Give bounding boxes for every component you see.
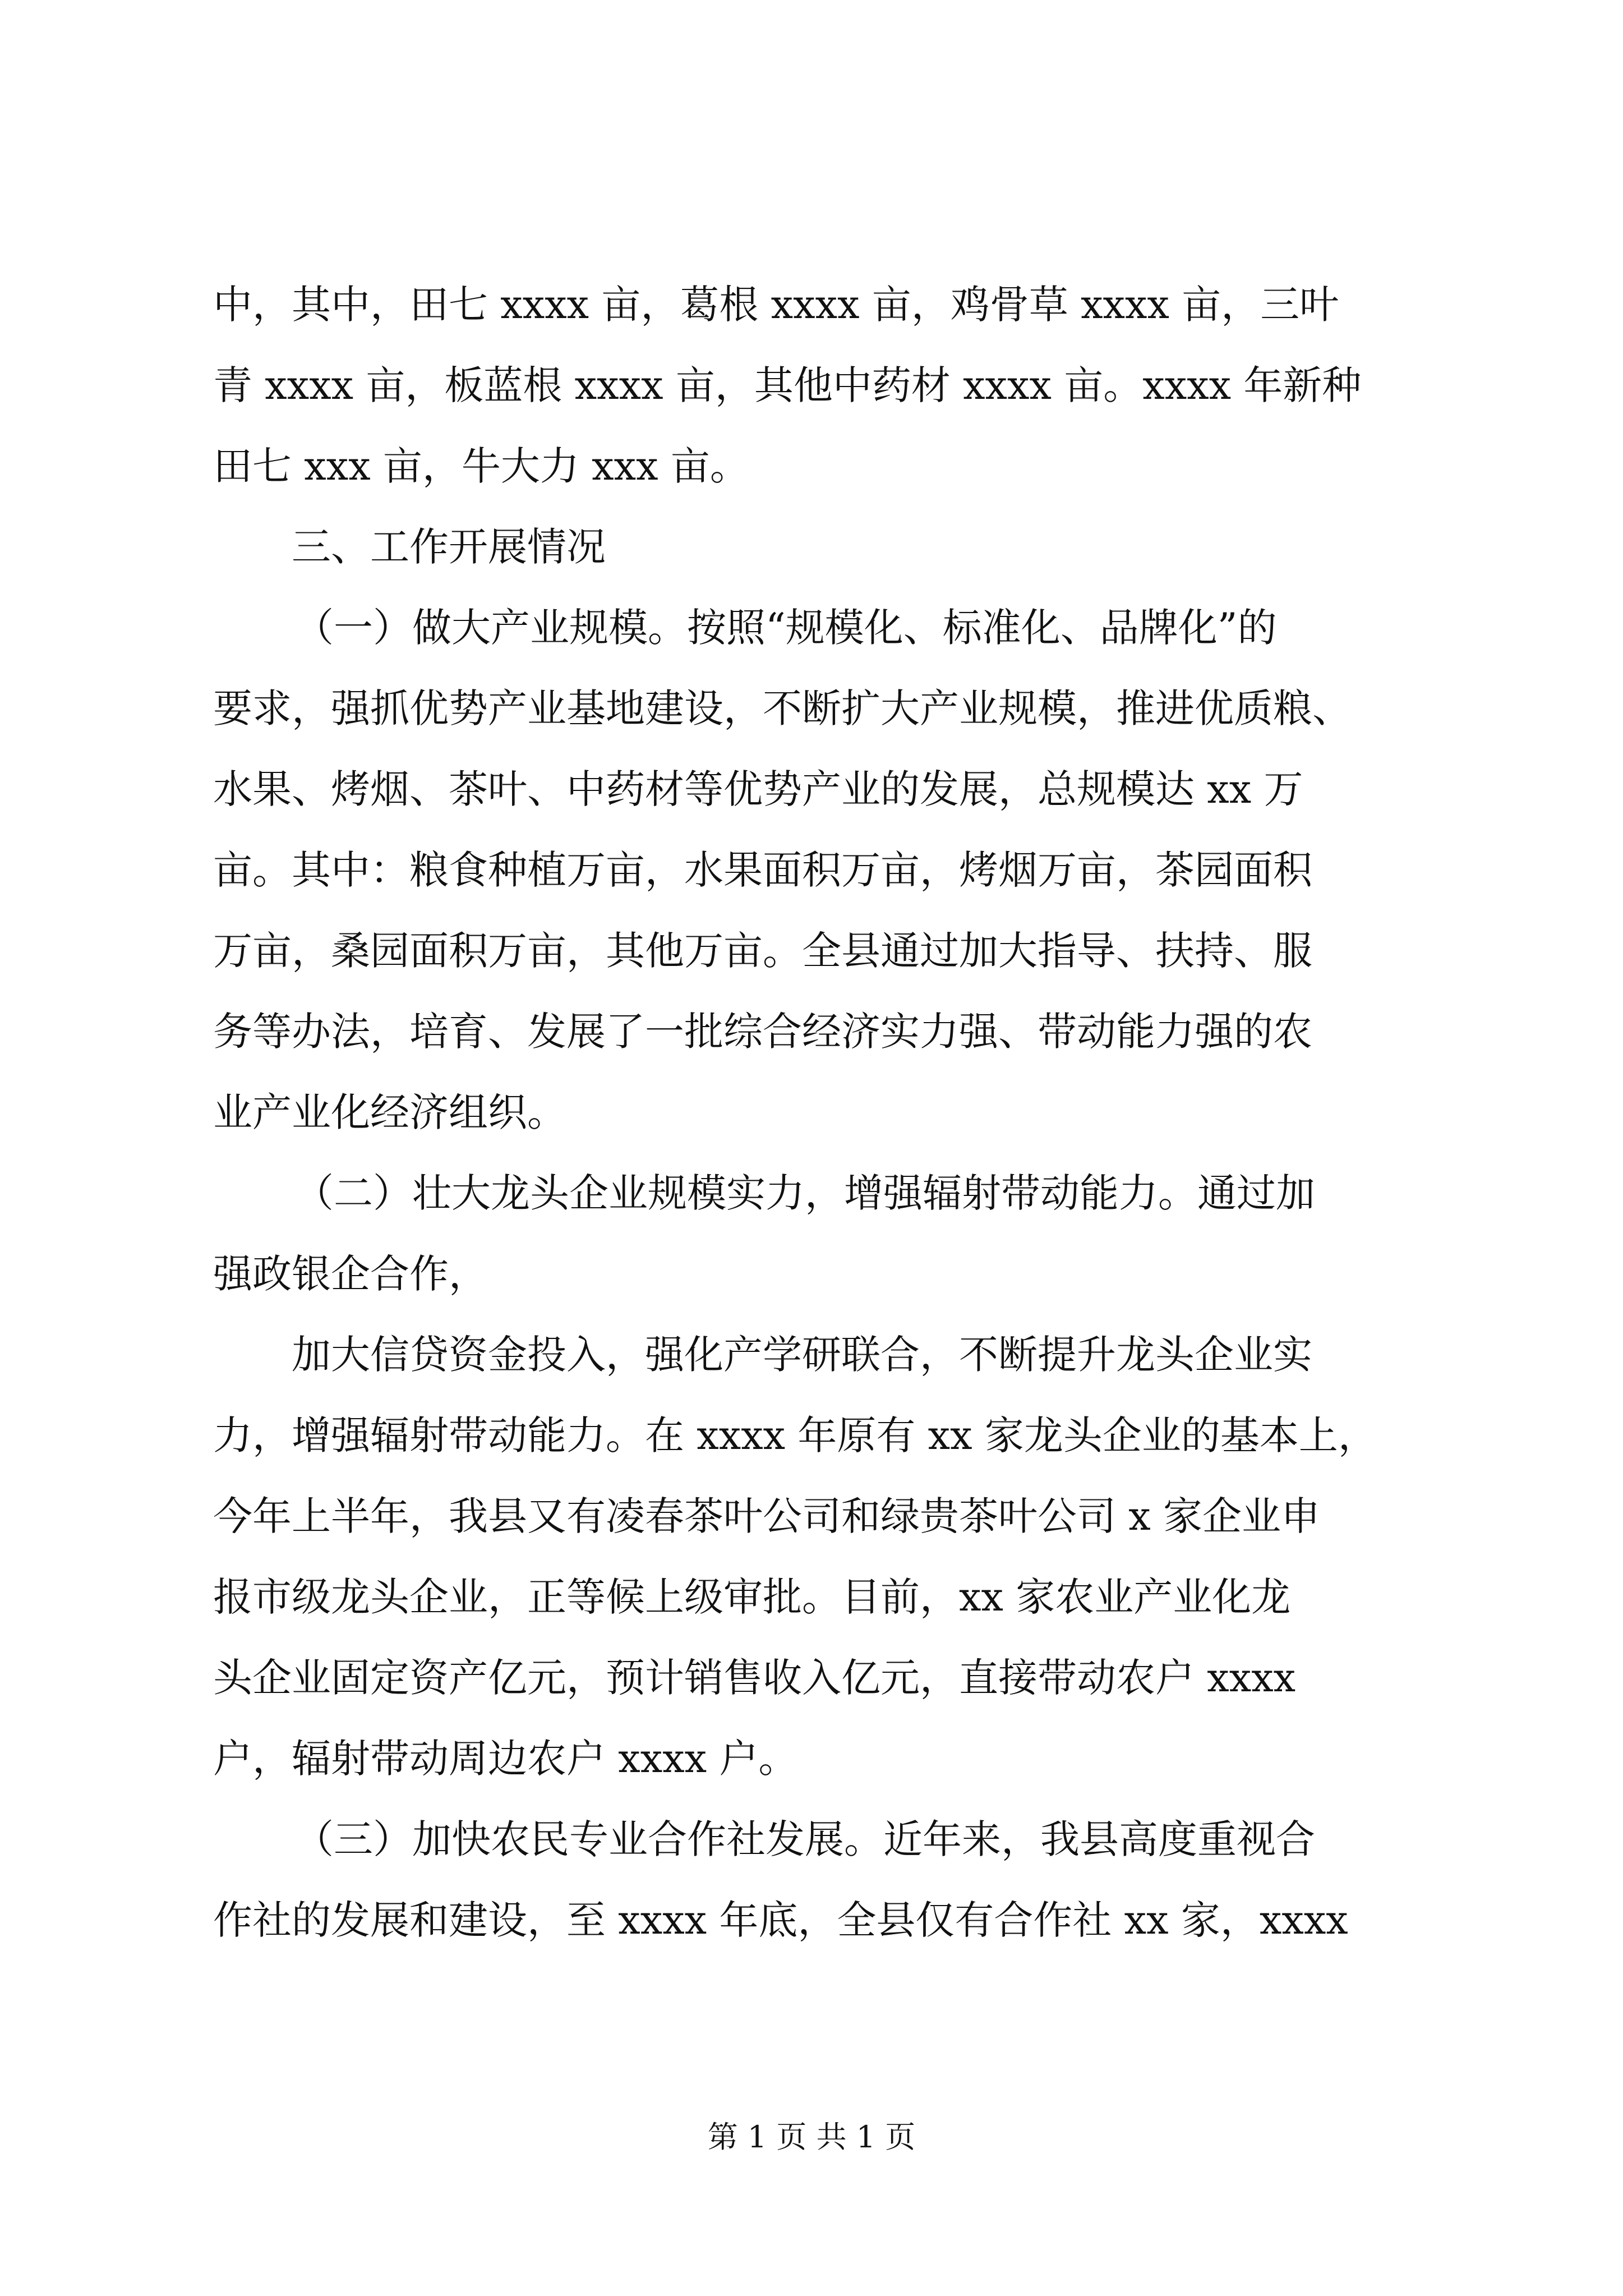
text-line: （二）壮大龙头企业规模实力，增强辐射带动能力。通过加	[294, 1170, 1315, 1216]
text-line: 亩。其中：粮食种植万亩，水果面积万亩，烤烟万亩，茶园面积	[213, 847, 1312, 893]
text-line: 万亩，桑园面积万亩，其他万亩。全县通过加大指导、扶持、服	[213, 928, 1312, 974]
text-line: 头企业固定资产亿元，预计销售收入亿元，直接带动农户 xxxx	[213, 1655, 1296, 1701]
text-line: 要求，强抓优势产业基地建设，不断扩大产业规模，推进优质粮、	[213, 685, 1352, 731]
page-footer: 第 1 页 共 1 页	[707, 2119, 916, 2155]
text-line: 中，其中，田七 xxxx 亩，葛根 xxxx 亩，鸡骨草 xxxx 亩，三叶	[213, 282, 1339, 328]
text-line: 青 xxxx 亩，板蓝根 xxxx 亩，其他中药材 xxxx 亩。xxxx 年新种	[213, 362, 1362, 408]
text-line: 务等办法，培育、发展了一批综合经济实力强、带动能力强的农	[213, 1009, 1312, 1055]
text-line: （三）加快农民专业合作社发展。近年来，我县高度重视合	[294, 1816, 1315, 1862]
text-line: 强政银企合作，	[213, 1251, 488, 1297]
text-line: 加大信贷资金投入，强化产学研联合，不断提升龙头企业实	[292, 1332, 1312, 1378]
text-line: 报市级龙头企业，正等候上级审批。目前，xx 家农业产业化龙	[213, 1574, 1291, 1620]
text-line: 水果、烤烟、茶叶、中药材等优势产业的发展，总规模达 xx 万	[213, 766, 1303, 812]
text-line: 田七 xxx 亩，牛大力 xxx 亩。	[213, 443, 749, 489]
text-line: 作社的发展和建设，至 xxxx 年底，全县仅有合作社 xx 家，xxxx	[213, 1897, 1348, 1943]
section-heading: 三、工作开展情况	[292, 524, 606, 570]
text-line: （一）做大产业规模。按照“规模化、标准化、品牌化”的	[294, 605, 1277, 651]
text-line: 业产业化经济组织。	[213, 1089, 566, 1135]
text-line: 今年上半年，我县又有凌春茶叶公司和绿贵茶叶公司 x 家企业申	[213, 1493, 1320, 1539]
text-line: 力，增强辐射带动能力。在 xxxx 年原有 xx 家龙头企业的基本上，	[213, 1412, 1377, 1458]
text-line: 户，辐射带动周边农户 xxxx 户。	[213, 1736, 798, 1782]
